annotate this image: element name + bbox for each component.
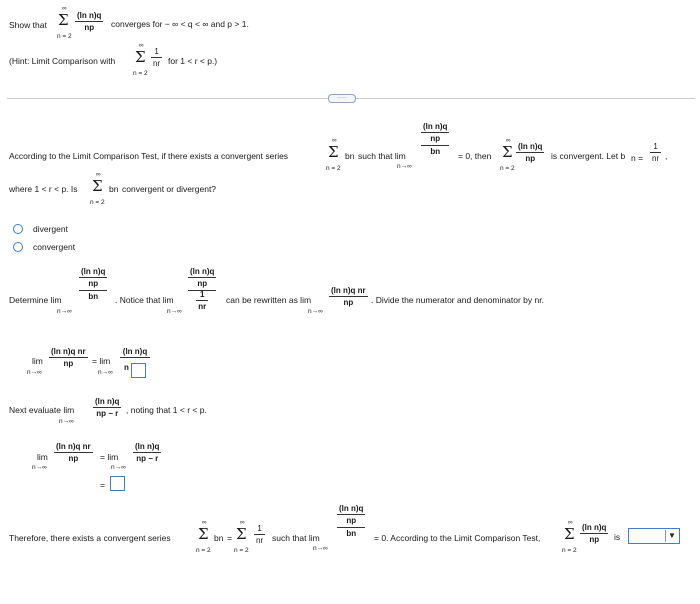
exponent-answer-box[interactable] bbox=[131, 363, 146, 378]
collapse-toggle[interactable]: ····· bbox=[328, 94, 356, 103]
question-fraction: (ln n)q np bbox=[77, 11, 102, 32]
option-convergent-label: convergent bbox=[33, 242, 76, 252]
converges-text: converges for − ∞ < q < ∞ and p > 1. bbox=[111, 19, 249, 29]
chevron-down-icon: ▼ bbox=[665, 530, 678, 542]
hint-text: (Hint: Limit Comparison with bbox=[9, 56, 116, 66]
therefore-text: Therefore, there exists a convergent series bbox=[9, 533, 171, 543]
where-text: where 1 < r < p. Is bbox=[9, 184, 78, 194]
hint-sigma: Σ bbox=[135, 48, 146, 66]
radio-convergent[interactable] bbox=[13, 242, 23, 252]
determine-text: Determine lim bbox=[9, 295, 62, 305]
hint-fraction: 1 nr bbox=[153, 47, 161, 68]
according-text: According to the Limit Comparison Test, if there exists a convergent series bbox=[9, 151, 289, 161]
according-compound-fraction: $\frac{\text{(ln n)q}}{np}$ bn bbox=[423, 122, 448, 156]
sigma-lower: n = 2 bbox=[57, 33, 72, 40]
show-that-text: Show that bbox=[9, 20, 47, 30]
conclusion-dropdown[interactable] bbox=[628, 528, 680, 544]
sigma-upper: ∞ bbox=[62, 5, 67, 12]
radio-divergent[interactable] bbox=[13, 224, 23, 234]
option-divergent-label: divergent bbox=[33, 224, 68, 234]
next-evaluate-text: Next evaluate lim bbox=[9, 405, 75, 415]
such-that-lim: such that lim bbox=[358, 151, 406, 161]
sigma-symbol: Σ bbox=[58, 11, 69, 29]
limit-answer-box[interactable] bbox=[110, 476, 125, 491]
hint-tail: for 1 < r < p.) bbox=[168, 56, 218, 66]
